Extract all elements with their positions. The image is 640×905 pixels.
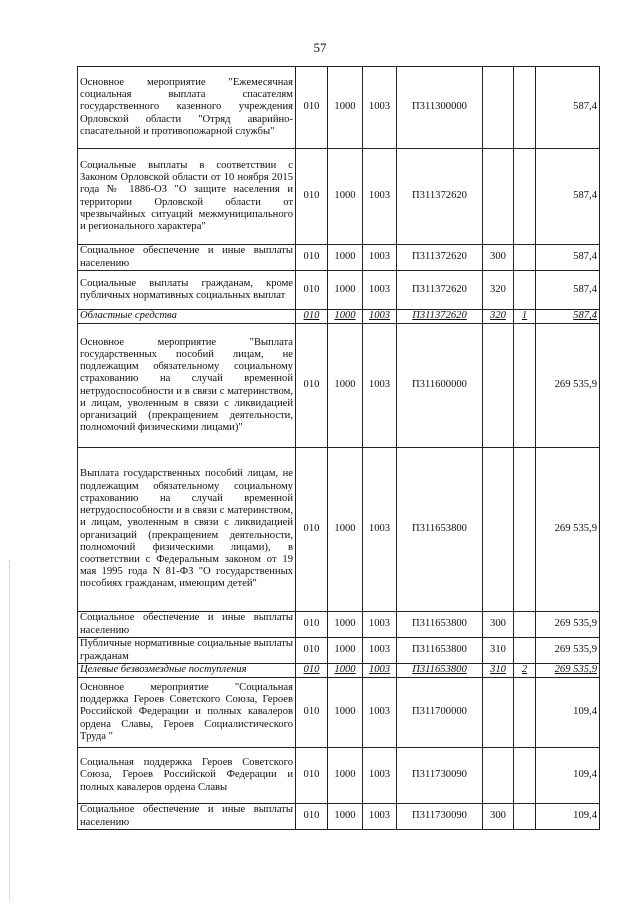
target-article-cell: П311730090 — [397, 748, 483, 804]
amount-cell: 587,4 — [536, 271, 600, 310]
admin-code-cell: 010 — [296, 638, 328, 664]
row-name-cell: Социальное обеспечение и иные выплаты населению — [78, 245, 296, 271]
subsection-code-cell: 1003 — [363, 448, 397, 612]
subsection-code-cell: 1003 — [363, 664, 397, 678]
row-name-cell: Областные средства — [78, 310, 296, 324]
section-code-cell: 1000 — [328, 448, 363, 612]
subsection-code-cell: 1003 — [363, 271, 397, 310]
section-code-cell: 1000 — [328, 612, 363, 638]
subsection-code-cell: 1003 — [363, 638, 397, 664]
target-article-cell: П311653800 — [397, 612, 483, 638]
amount-cell: 587,4 — [536, 245, 600, 271]
target-article-cell: П311653800 — [397, 664, 483, 678]
table-row — [78, 748, 600, 804]
subsection-code-cell: 1003 — [363, 245, 397, 271]
funding-source-cell — [514, 67, 536, 149]
subsection-code-cell: 1003 — [363, 678, 397, 748]
amount-cell: 587,4 — [536, 149, 600, 245]
admin-code-cell: 010 — [296, 678, 328, 748]
target-article-cell: П311372620 — [397, 149, 483, 245]
section-code-cell: 1000 — [328, 149, 363, 245]
amount-cell: 269 535,9 — [536, 324, 600, 448]
target-article-cell: П311730090 — [397, 804, 483, 830]
expense-type-cell — [483, 448, 514, 612]
table-row — [78, 271, 600, 310]
funding-source-cell — [514, 612, 536, 638]
admin-code-cell: 010 — [296, 271, 328, 310]
section-code-cell: 1000 — [328, 271, 363, 310]
budget-table — [77, 66, 600, 830]
expense-type-cell: 320 — [483, 310, 514, 324]
target-article-cell: П311653800 — [397, 638, 483, 664]
row-name-cell: Основное мероприятие "Выплата государственных пособий лицам, не подлежащим обязательному социальному страхованию на случай временной нетрудоспособности и в связи с материнством, и лицам, уволенным в связи с ликвидацией организаций (прекращением деятельности, полномочий физическими лицами)" — [78, 324, 296, 448]
table-row — [78, 678, 600, 748]
target-article-cell: П311653800 — [397, 448, 483, 612]
subsection-code-cell: 1003 — [363, 310, 397, 324]
funding-source-cell — [514, 245, 536, 271]
expense-type-cell — [483, 748, 514, 804]
amount-cell: 269 535,9 — [536, 448, 600, 612]
expense-type-cell: 300 — [483, 612, 514, 638]
admin-code-cell: 010 — [296, 748, 328, 804]
amount-cell: 587,4 — [536, 310, 600, 324]
row-name-cell: Социальная поддержка Героев Советского Союза, Героев Российской Федерации и полных кавалеров ордена Славы — [78, 748, 296, 804]
expense-type-cell: 310 — [483, 638, 514, 664]
row-name-cell: Целевые безвозмездные поступления — [78, 664, 296, 678]
section-code-cell: 1000 — [328, 748, 363, 804]
table-row — [78, 310, 600, 324]
expense-type-cell — [483, 678, 514, 748]
funding-source-cell — [514, 748, 536, 804]
funding-source-cell — [514, 678, 536, 748]
table-row — [78, 67, 600, 149]
expense-type-cell: 300 — [483, 804, 514, 830]
amount-cell: 587,4 — [536, 67, 600, 149]
row-name-cell: Социальные выплаты в соответствии с Законом Орловской области от 10 ноября 2015 года № 1886-ОЗ "О защите населения и территории Орловской области от чрезвычайных ситуаций межмуниципального и регионального характера" — [78, 149, 296, 245]
funding-source-cell: 2 — [514, 664, 536, 678]
funding-source-cell — [514, 638, 536, 664]
row-name-cell: Основное мероприятие "Ежемесячная социальная выплата спасателям государственного казенного учреждения Орловской области "Отряд аварийно-спасательной и противопожарной службы" — [78, 67, 296, 149]
table-row — [78, 245, 600, 271]
section-code-cell: 1000 — [328, 67, 363, 149]
section-code-cell: 1000 — [328, 664, 363, 678]
table-row — [78, 638, 600, 664]
target-article-cell: П311372620 — [397, 310, 483, 324]
amount-cell: 109,4 — [536, 804, 600, 830]
expense-type-cell — [483, 324, 514, 448]
target-article-cell: П311372620 — [397, 271, 483, 310]
target-article-cell: П311372620 — [397, 245, 483, 271]
row-name-cell: Социальное обеспечение и иные выплаты населению — [78, 804, 296, 830]
target-article-cell: П311300000 — [397, 67, 483, 149]
funding-source-cell — [514, 804, 536, 830]
funding-source-cell — [514, 448, 536, 612]
table-row — [78, 664, 600, 678]
admin-code-cell: 010 — [296, 804, 328, 830]
admin-code-cell: 010 — [296, 612, 328, 638]
table-row — [78, 448, 600, 612]
expense-type-cell: 300 — [483, 245, 514, 271]
table-row — [78, 804, 600, 830]
admin-code-cell: 010 — [296, 245, 328, 271]
admin-code-cell: 010 — [296, 324, 328, 448]
funding-source-cell — [514, 324, 536, 448]
section-code-cell: 1000 — [328, 804, 363, 830]
admin-code-cell: 010 — [296, 310, 328, 324]
expense-type-cell — [483, 149, 514, 245]
section-code-cell: 1000 — [328, 310, 363, 324]
amount-cell: 269 535,9 — [536, 664, 600, 678]
target-article-cell: П311700000 — [397, 678, 483, 748]
row-name-cell: Социальное обеспечение и иные выплаты населению — [78, 612, 296, 638]
target-article-cell: П311600000 — [397, 324, 483, 448]
subsection-code-cell: 1003 — [363, 748, 397, 804]
subsection-code-cell: 1003 — [363, 67, 397, 149]
table-row — [78, 612, 600, 638]
row-name-cell: Социальные выплаты гражданам, кроме публичных нормативных социальных выплат — [78, 271, 296, 310]
scan-margin-marks — [9, 560, 12, 900]
funding-source-cell: 1 — [514, 310, 536, 324]
expense-type-cell — [483, 67, 514, 149]
amount-cell: 109,4 — [536, 748, 600, 804]
subsection-code-cell: 1003 — [363, 804, 397, 830]
section-code-cell: 1000 — [328, 678, 363, 748]
admin-code-cell: 010 — [296, 67, 328, 149]
row-name-cell: Основное мероприятие "Социальная поддержка Героев Советского Союза, Героев Российской Федерации и полных кавалеров ордена Славы, Героев Социалистического Труда " — [78, 678, 296, 748]
funding-source-cell — [514, 149, 536, 245]
amount-cell: 269 535,9 — [536, 612, 600, 638]
page-number: 57 — [313, 40, 327, 55]
expense-type-cell: 310 — [483, 664, 514, 678]
section-code-cell: 1000 — [328, 324, 363, 448]
table-row — [78, 324, 600, 448]
amount-cell: 109,4 — [536, 678, 600, 748]
admin-code-cell: 010 — [296, 448, 328, 612]
table-row — [78, 149, 600, 245]
subsection-code-cell: 1003 — [363, 324, 397, 448]
amount-cell: 269 535,9 — [536, 638, 600, 664]
row-name-cell: Публичные нормативные социальные выплаты гражданам — [78, 638, 296, 664]
row-name-cell: Выплата государственных пособий лицам, не подлежащим обязательному социальному страхованию на случай временной нетрудоспособности и в связи с материнством, и лицам, уволенным в связи с ликвидацией организаций (прекращением деятельности, полномочий физическими лицами), в соответствии с Федеральным законом от 19 мая 1995 года N 81-ФЗ "О государственных пособиях гражданам, имеющим детей" — [78, 448, 296, 612]
admin-code-cell: 010 — [296, 664, 328, 678]
section-code-cell: 1000 — [328, 245, 363, 271]
subsection-code-cell: 1003 — [363, 149, 397, 245]
expense-type-cell: 320 — [483, 271, 514, 310]
section-code-cell: 1000 — [328, 638, 363, 664]
admin-code-cell: 010 — [296, 149, 328, 245]
funding-source-cell — [514, 271, 536, 310]
subsection-code-cell: 1003 — [363, 612, 397, 638]
